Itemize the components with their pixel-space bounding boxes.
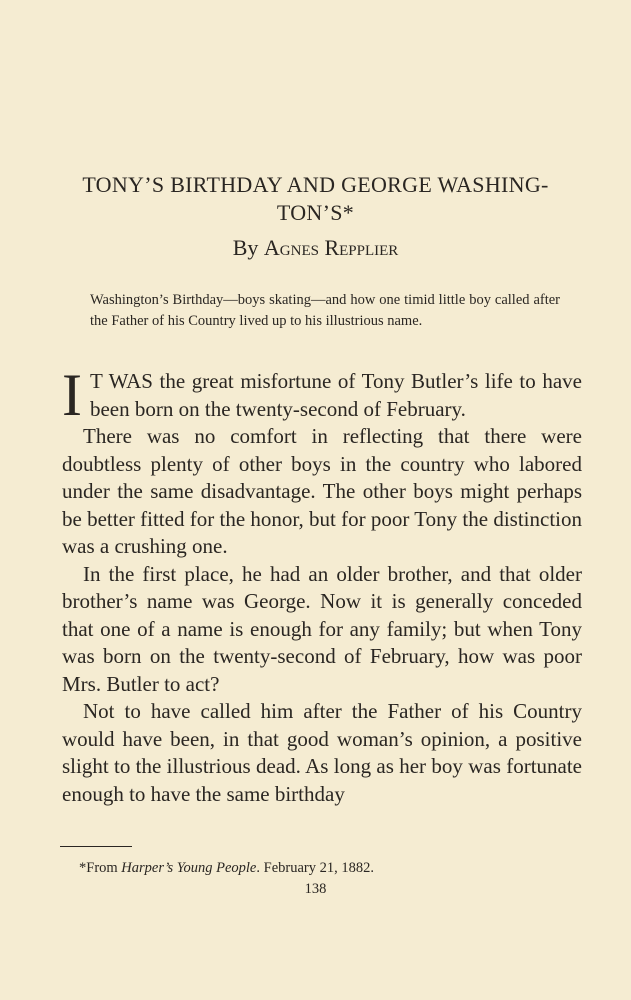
paragraph-1-text: T WAS the great misfortune of Tony Butler’s life to have been born on the twenty-second of February. bbox=[89, 369, 582, 421]
paragraph-4: Not to have called him after the Father of his Country would have been, in that good woman’s opinion, a positive slight to the illustrious dead. As long as her boy was fortunate enough to have the same birthday bbox=[62, 699, 582, 806]
drop-cap: I bbox=[62, 362, 82, 428]
story-body bbox=[62, 362, 582, 808]
page-number: 138 bbox=[304, 881, 327, 897]
author-prefix: By bbox=[232, 235, 259, 260]
paragraph-3: In the first place, he had an older brother, and that older brother’s name was George. Now it is generally conceded that one of a name is enough for any family; but when Tony was born on the twenty-second of February, how was poor Mrs. Butler to act? bbox=[62, 561, 582, 696]
footnote bbox=[79, 858, 374, 878]
footnote-prefix: *From bbox=[79, 860, 122, 876]
title-line-2: TON’S* bbox=[276, 200, 355, 225]
footnote-source: Harper’s Young People bbox=[121, 860, 257, 876]
footnote-suffix: . February 21, 1882. bbox=[256, 860, 374, 876]
paragraph-1 bbox=[62, 362, 582, 428]
author-name: Agnes Repplier bbox=[263, 235, 399, 260]
paragraph-2: There was no comfort in reflecting that there were doubtless plenty of other boys in the country who labored under the same disadvantage. The other boys might perhaps be better fitted for the honor, but for poor Tony the distinction was a crushing one. bbox=[62, 424, 582, 558]
footnote-rule bbox=[60, 846, 132, 847]
story-title bbox=[40, 171, 591, 227]
story-summary: Washington’s Birthday—boys skating—and how one timid little boy called after the Father of his Country lived up to his illustrious name. bbox=[90, 292, 560, 329]
author-byline bbox=[0, 234, 631, 262]
title-line-1: TONY’S BIRTHDAY AND GEORGE WASHING- bbox=[82, 172, 549, 197]
